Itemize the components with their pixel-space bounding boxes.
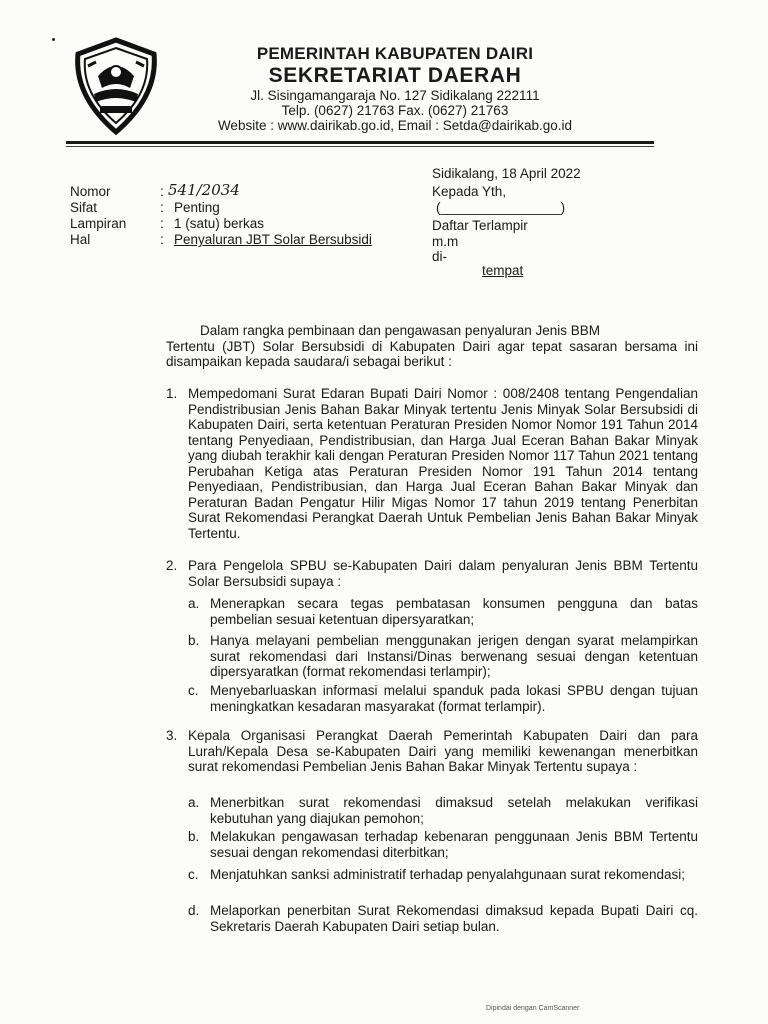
item-2a-text: Menerapkan secara tegas pembatasan konsumen pengguna dan batas pembelian sesuai ketentuan dipersyaratkan;	[210, 596, 698, 627]
office-phone: Telp. (0627) 21763 Fax. (0627) 21763	[281, 103, 509, 118]
intro-first-line: Dalam rangka pembinaan dan pengawasan penyaluran Jenis BBM	[200, 323, 601, 338]
hal-colon: :	[160, 232, 164, 247]
item-3d-text: Melaporkan penerbitan Surat Rekomendasi dimaksud kepada Bupati Dairi cq. Sekretaris Daerah Kabupaten Dairi setiap bulan.	[210, 903, 698, 934]
item-2b-letter: b.	[188, 633, 200, 648]
nomor-colon: :	[160, 184, 164, 199]
item-2-number: 2.	[166, 558, 178, 573]
item-2-text: Para Pengelola SPBU se-Kabupaten Dairi dalam penyaluran Jenis BBM Tertentu Solar Bersubsidi supaya :	[188, 558, 698, 589]
office-website-email: Website : www.dairikab.go.id, Email : Setda@dairikab.go.id	[217, 118, 573, 133]
office-name: SEKRETARIAT DAERAH	[268, 64, 522, 87]
item-1-number: 1.	[166, 386, 178, 401]
item-3d-letter: d.	[188, 903, 200, 918]
sifat-label: Sifat	[70, 200, 98, 215]
kepada-yth: Kepada Yth,	[432, 184, 507, 199]
item-3a-letter: a.	[188, 795, 200, 810]
lampiran-colon: :	[160, 216, 164, 231]
recipient-name: Daftar Terlampir	[432, 218, 528, 233]
nomor-label: Nomor	[70, 184, 111, 199]
item-2c-letter: c.	[188, 683, 199, 698]
lampiran-label: Lampiran	[70, 216, 127, 231]
item-3a-text: Menerbitkan surat rekomendasi dimaksud setelah melakukan verifikasi kebutuhan yang diajukan pemohon;	[210, 795, 698, 826]
recipient-tempat: tempat	[482, 263, 524, 278]
hal-label: Hal	[70, 232, 91, 247]
sifat-value: Penting	[174, 200, 220, 215]
place-date: Sidikalang, 18 April 2022	[432, 166, 581, 181]
lampiran-value: 1 (satu) berkas	[174, 216, 265, 231]
office-address: Jl. Sisingamangaraja No. 127 Sidikalang 222111	[250, 88, 540, 103]
item-3c-text: Menjatuhkan sanksi administratif terhadap penyalahgunaan surat rekomendasi;	[210, 867, 686, 882]
item-2a-letter: a.	[188, 596, 200, 611]
intro-paragraph	[166, 323, 698, 370]
item-2c-text: Menyebarluaskan informasi melalui spanduk pada lokasi SPBU dengan tujuan meningkatkan kesadaran masyarakat (format terlampir).	[210, 683, 698, 714]
nomor-value: 541/2034	[168, 181, 240, 199]
government-name: PEMERINTAH KABUPATEN DAIRI	[256, 44, 534, 63]
recipient-di: di-	[432, 249, 448, 264]
item-3-text: Kepala Organisasi Perangkat Daerah Pemerintah Kabupaten Dairi dan para Lurah/Kepala Desa se-Kabupaten Dairi yang memiliki kewenangan menerbitkan surat rekomendasi Pembelian Jenis Bahan Bakar Minyak Tertentu supaya :	[188, 728, 698, 774]
letterhead-rule-thin	[66, 146, 654, 147]
scanner-watermark: Dipindai dengan CamScanner	[486, 1005, 580, 1012]
letterhead-rule-thick	[66, 141, 654, 144]
recipient-mm: m.m	[432, 234, 459, 249]
item-3-number: 3.	[166, 728, 178, 743]
hal-value: Penyaluran JBT Solar Bersubsidi	[174, 232, 372, 247]
recipient-blank: (________________)	[436, 200, 566, 215]
item-3b-letter: b.	[188, 829, 200, 844]
intro-rest: Tertentu (JBT) Solar Bersubsidi di Kabupaten Dairi agar tepat sasaran bersama ini disampaikan kepada saudara/i sebagai berikut :	[166, 338, 698, 369]
scan-speck	[52, 38, 55, 41]
sifat-colon: :	[160, 200, 164, 215]
item-3b-text: Melakukan pengawasan terhadap kebenaran penggunaan Jenis BBM Tertentu sesuai dengan rekomendasi diterbitkan;	[210, 829, 698, 860]
item-3c-letter: c.	[188, 867, 199, 882]
item-1-text: Mempedomani Surat Edaran Bupati Dairi Nomor : 008/2408 tentang Pengendalian Pendistribusian Jenis Bahan Bakar Minyak tertentu Jenis Minyak Solar Bersubsidi di Kabupaten Dairi, serta ketentuan Peraturan Presiden Nomor Nomor 191 Tahun 2014 tentang Penyediaan, Pendistribusian, dan Harga Jual Eceran Bahan Bakar Minyak yang diubah terakhir kali dengan Peraturan Presiden Nomor 117 Tahun 2021 tentang Perubahan Ketiga atas Peraturan Presiden Nomor 191 Tahun 2014 tentang Penyediaan, Pendistribusian, dan Harga Jual Eceran Bahan Bakar Minyak dan Peraturan Badan Pengatur Hilir Migas Nomor 17 tahun 2019 tentang Penerbitan Surat Rekomendasi Perangkat Daerah Untuk Pembelian Jenis Bahan Bakar Minyak Tertentu.	[188, 386, 698, 541]
item-2b-text: Hanya melayani pembelian menggunakan jerigen dengan syarat melampirkan surat rekomendasi dari Instansi/Dinas berwenang sesuai dengan ketentuan dipersyaratkan (format rekomendasi terlampir);	[210, 633, 698, 679]
